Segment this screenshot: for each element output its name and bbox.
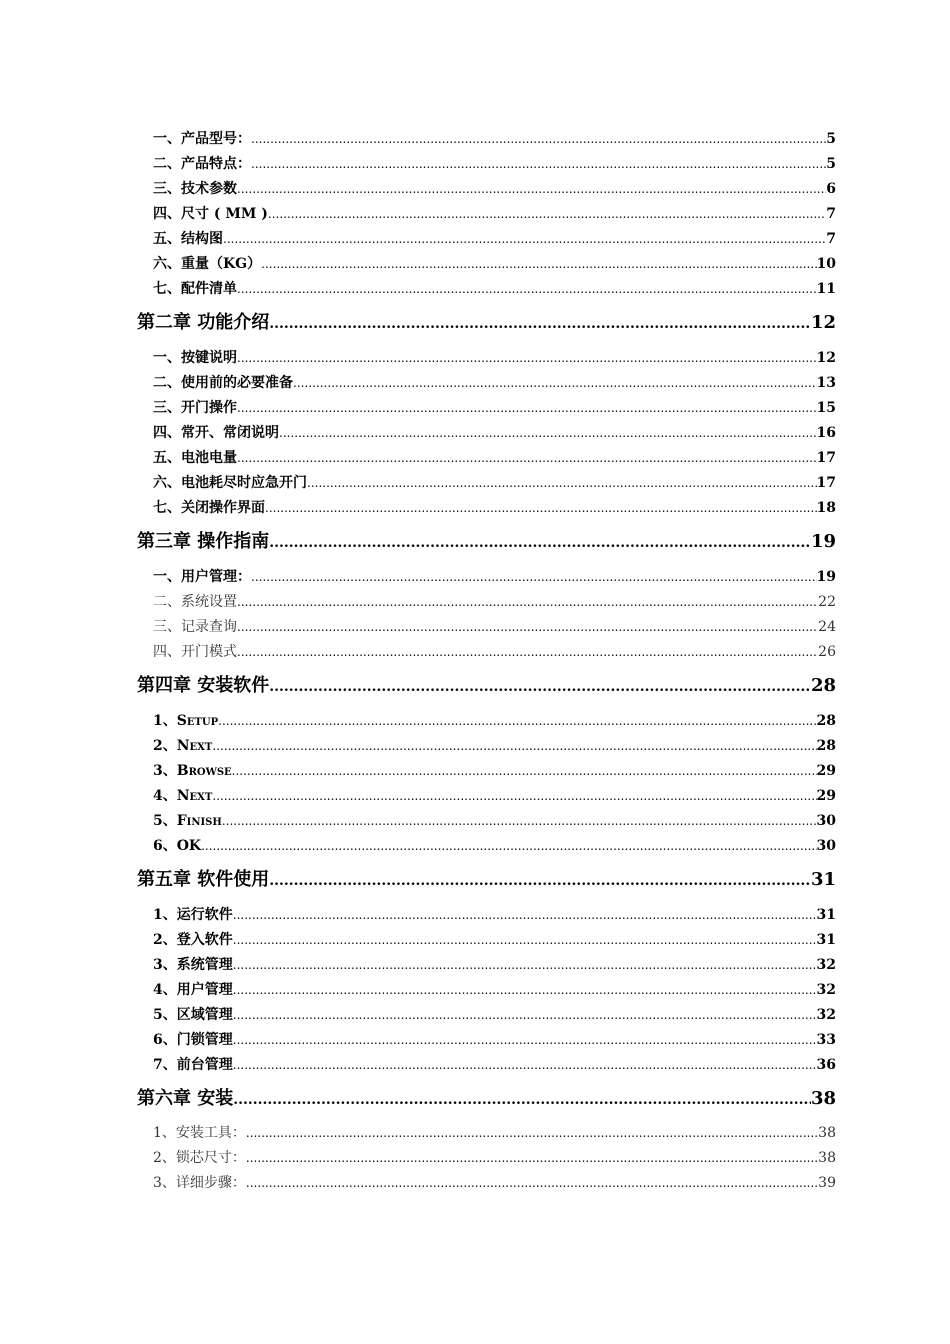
toc-page-number: 11 [816, 281, 836, 297]
toc-dot-leader [222, 815, 817, 827]
toc-page-number: 24 [818, 619, 836, 635]
toc-dot-leader [218, 715, 816, 727]
toc-entry-label: 2、锁芯尺寸： [153, 1150, 246, 1166]
toc-dot-leader [246, 1177, 818, 1189]
toc-entry-label: 5、Finish [153, 813, 222, 829]
toc-page-number: 17 [816, 475, 836, 491]
toc-page-number: 18 [816, 500, 836, 516]
toc-dot-leader [237, 402, 817, 414]
toc-page-number: 7 [826, 206, 836, 222]
toc-dot-leader [265, 502, 817, 514]
toc-section-entry[interactable] [153, 641, 836, 661]
toc-dot-leader [251, 571, 817, 583]
toc-page-number: 30 [816, 838, 836, 854]
toc-section-entry[interactable] [153, 178, 836, 198]
toc-entry-label: 4、Next [153, 788, 213, 804]
toc-entry-label: 七、关闭操作界面 [153, 500, 265, 516]
toc-page-number: 19 [810, 531, 836, 552]
toc-section-entry[interactable] [153, 1029, 836, 1049]
toc-dot-leader [293, 377, 817, 389]
toc-section-entry[interactable] [153, 372, 836, 392]
toc-page-number: 38 [818, 1125, 836, 1141]
toc-page-number: 28 [816, 713, 836, 729]
toc-section-entry[interactable] [153, 472, 836, 492]
toc-entry-label: 1、安装工具： [153, 1125, 246, 1141]
toc-page-number: 5 [826, 156, 836, 172]
toc-page-number: 10 [816, 256, 836, 272]
toc-entry-label: 四、常开、常闭说明 [153, 425, 279, 441]
toc-dot-leader [233, 934, 817, 946]
toc-dot-leader [251, 133, 826, 145]
toc-page-number: 28 [816, 738, 836, 754]
toc-entry-label: 七、配件清单 [153, 281, 237, 297]
toc-entry-label: 1、Setup [153, 713, 219, 729]
toc-section-entry[interactable] [153, 785, 836, 805]
toc-section-entry[interactable] [153, 616, 836, 636]
toc-entry-label: 二、系统设置 [153, 594, 237, 610]
toc-dot-leader [233, 909, 817, 921]
toc-entry-label: 一、产品型号： [153, 131, 251, 147]
toc-page-number: 12 [810, 312, 836, 333]
toc-section-entry[interactable] [153, 979, 836, 999]
toc-entry-label: 第五章 软件使用 [137, 869, 270, 890]
toc-entry-label: 第二章 功能介绍 [137, 312, 270, 333]
toc-page-number: 39 [818, 1175, 836, 1191]
toc-page-number: 38 [810, 1088, 836, 1109]
toc-page-number: 31 [816, 932, 836, 948]
toc-dot-leader [233, 1059, 817, 1071]
toc-dot-leader [307, 477, 817, 489]
toc-dot-leader [223, 233, 826, 245]
toc-section-entry[interactable] [153, 904, 836, 924]
toc-section-entry[interactable] [153, 397, 836, 417]
toc-dot-leader [269, 317, 811, 331]
toc-page-number: 22 [818, 594, 836, 610]
toc-section-entry[interactable] [153, 1054, 836, 1074]
toc-page-number: 12 [816, 350, 836, 366]
toc-page-number: 17 [816, 450, 836, 466]
toc-chapter-entry[interactable] [137, 671, 836, 697]
toc-dot-leader [233, 959, 817, 971]
toc-dot-leader [246, 1127, 818, 1139]
toc-page-number: 19 [816, 569, 836, 585]
toc-entry-label: 第六章 安装 [137, 1088, 234, 1109]
toc-dot-leader [268, 208, 826, 220]
toc-section-entry[interactable] [153, 566, 836, 586]
toc-section-entry[interactable] [153, 1122, 836, 1142]
toc-entry-label: 一、用户管理： [153, 569, 251, 585]
toc-entry-label: 第三章 操作指南 [137, 531, 270, 552]
toc-section-entry[interactable] [153, 835, 836, 855]
toc-dot-leader [237, 283, 817, 295]
toc-dot-leader [232, 765, 817, 777]
toc-section-entry[interactable] [153, 497, 836, 517]
toc-entry-label: 3、Browse [153, 763, 232, 779]
toc-section-entry[interactable] [153, 591, 836, 611]
toc-entry-label: 三、技术参数 [153, 181, 237, 197]
toc-entry-label: 四、开门模式 [153, 644, 237, 660]
toc-page-number: 38 [818, 1150, 836, 1166]
toc-entry-label: 六、重量（KG） [153, 256, 262, 272]
toc-dot-leader [233, 1093, 811, 1107]
toc-section-entry[interactable] [153, 203, 836, 223]
toc-entry-label: 7、前台管理 [153, 1057, 233, 1073]
toc-entry-label: 五、结构图 [153, 231, 223, 247]
toc-page-number: 6 [826, 181, 836, 197]
toc-entry-label: 6、门锁管理 [153, 1032, 233, 1048]
toc-page-number: 15 [816, 400, 836, 416]
toc-entry-label: 四、尺寸 ( MM ) [153, 206, 268, 222]
toc-page-number: 28 [810, 675, 836, 696]
toc-dot-leader [261, 258, 816, 270]
toc-section-entry[interactable] [153, 954, 836, 974]
toc-entry-label: 三、开门操作 [153, 400, 237, 416]
toc-dot-leader [269, 874, 811, 888]
toc-dot-leader [237, 621, 818, 633]
toc-entry-label: 3、详细步骤： [153, 1175, 246, 1191]
toc-entry-label: 4、用户管理 [153, 982, 233, 998]
toc-section-entry[interactable] [153, 347, 836, 367]
toc-chapter-entry[interactable] [137, 865, 836, 891]
toc-page-number: 7 [826, 231, 836, 247]
toc-dot-leader [269, 680, 811, 694]
toc-dot-leader [233, 1034, 817, 1046]
toc-dot-leader [212, 790, 816, 802]
toc-dot-leader [237, 452, 817, 464]
toc-section-entry[interactable] [153, 1004, 836, 1024]
toc-page-number: 29 [816, 763, 836, 779]
toc-entry-label: 六、电池耗尽时应急开门 [153, 475, 307, 491]
toc-entry-label: 三、记录查询 [153, 619, 237, 635]
toc-dot-leader [201, 840, 816, 852]
toc-page-number: 31 [816, 907, 836, 923]
toc-page-number: 26 [818, 644, 836, 660]
toc-section-entry[interactable] [153, 422, 836, 442]
toc-dot-leader [237, 352, 817, 364]
toc-section-entry[interactable] [153, 1147, 836, 1167]
toc-dot-leader [269, 536, 811, 550]
toc-section-entry[interactable] [153, 153, 836, 173]
toc-section-entry[interactable] [153, 760, 836, 780]
toc-dot-leader [237, 183, 826, 195]
toc-entry-label: 第四章 安装软件 [137, 675, 270, 696]
toc-section-entry[interactable] [153, 128, 836, 148]
toc-dot-leader [233, 984, 817, 996]
toc-section-entry[interactable] [153, 710, 836, 730]
toc-entry-label: 6、OK [153, 838, 202, 854]
toc-section-entry[interactable] [153, 278, 836, 298]
toc-page-number: 32 [816, 957, 836, 973]
toc-page-number: 16 [816, 425, 836, 441]
toc-entry-label: 2、Next [153, 738, 213, 754]
toc-entry-label: 五、电池电量 [153, 450, 237, 466]
toc-section-entry[interactable] [153, 810, 836, 830]
toc-entry-label: 一、按键说明 [153, 350, 237, 366]
toc-section-entry[interactable] [153, 228, 836, 248]
toc-page-number: 32 [816, 982, 836, 998]
toc-entry-label: 1、运行软件 [153, 907, 233, 923]
toc-section-entry[interactable] [153, 253, 836, 273]
toc-dot-leader [251, 158, 826, 170]
toc-page-number: 29 [816, 788, 836, 804]
toc-section-entry[interactable] [153, 1172, 836, 1192]
toc-dot-leader [212, 740, 816, 752]
toc-page-number: 31 [810, 869, 836, 890]
toc-page-number: 5 [826, 131, 836, 147]
toc-entry-label: 2、登入软件 [153, 932, 233, 948]
toc-chapter-entry[interactable] [137, 308, 836, 334]
toc-entry-label: 二、使用前的必要准备 [153, 375, 293, 391]
toc-page-number: 33 [816, 1032, 836, 1048]
toc-page-number: 30 [816, 813, 836, 829]
toc-page-number: 36 [816, 1057, 836, 1073]
toc-dot-leader [279, 427, 817, 439]
toc-dot-leader [246, 1152, 818, 1164]
toc-chapter-entry[interactable] [137, 527, 836, 553]
toc-section-entry[interactable] [153, 447, 836, 467]
toc-entry-label: 3、系统管理 [153, 957, 233, 973]
toc-dot-leader [237, 596, 818, 608]
toc-section-entry[interactable] [153, 735, 836, 755]
toc-page-number: 32 [816, 1007, 836, 1023]
toc-entry-label: 二、产品特点： [153, 156, 251, 172]
toc-section-entry[interactable] [153, 929, 836, 949]
toc-dot-leader [237, 646, 818, 658]
toc-chapter-entry[interactable] [137, 1084, 836, 1110]
toc-entry-label: 5、区域管理 [153, 1007, 233, 1023]
toc-page-number: 13 [816, 375, 836, 391]
toc-dot-leader [233, 1009, 817, 1021]
